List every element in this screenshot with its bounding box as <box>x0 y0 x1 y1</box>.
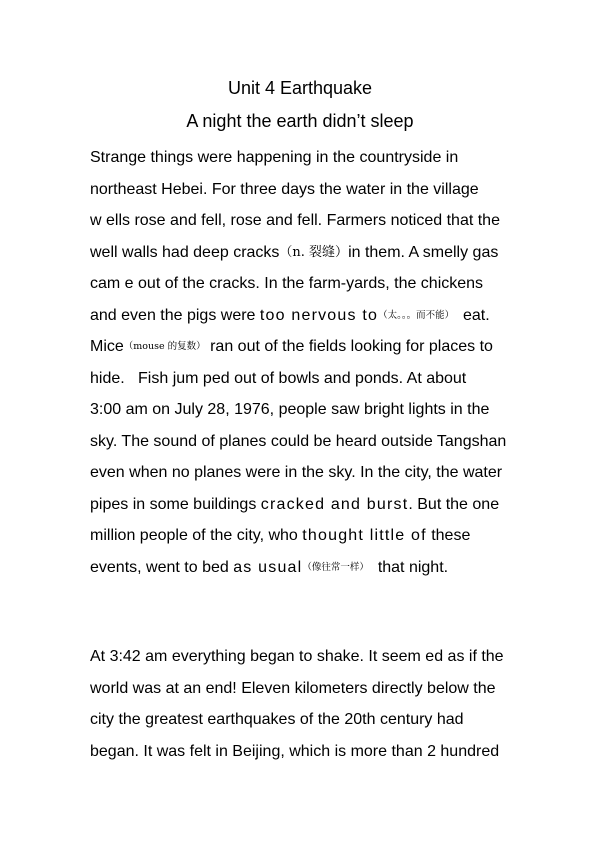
text-segment: million people of the city, who <box>90 527 303 544</box>
text-line <box>90 552 520 584</box>
text-line <box>90 489 520 521</box>
text-segment: Mice <box>90 338 124 355</box>
phrase-highlight: too nervous to <box>259 306 379 324</box>
text-line: At 3:42 am everything began to shake. It seem ed as if the <box>90 648 504 665</box>
gloss-note: （n. 裂缝） <box>279 244 349 260</box>
gloss-note: （太。。。而不能） <box>378 309 455 321</box>
text-line <box>90 300 520 332</box>
text-line: 3:00 am on July 28, 1976, people saw bright lights in the <box>90 401 490 418</box>
gloss-note: （mouse 的复数） <box>123 341 206 353</box>
text-segment: pipes in some buildings <box>90 495 261 513</box>
text-segment: ran out of the fields looking for places to <box>205 338 493 355</box>
text-line: cam e out of the cracks. In the farm-yards, the chickens <box>90 275 484 292</box>
text-line: city the greatest earthquakes of the 20th century had <box>90 711 464 728</box>
text-segment: eat. <box>454 306 490 324</box>
text-line: sky. The sound of planes could be heard outside Tangshan <box>90 432 507 450</box>
gloss-note: （像往常一样） <box>302 561 369 573</box>
paragraph-2 <box>90 641 520 767</box>
text-segment: events, went to bed <box>90 558 234 576</box>
text-line: Strange things were happening in the countryside in <box>90 149 459 166</box>
text-segment: in them. A smelly gas <box>348 243 499 261</box>
paragraph-1 <box>90 142 520 583</box>
text-line: even when no planes were in the sky. In the city, the water <box>90 464 503 481</box>
text-line: world was at an end! Eleven kilometers directly below the <box>90 679 496 697</box>
phrase-highlight: as usual <box>233 558 303 576</box>
text-line <box>90 331 520 363</box>
text-segment: and even the pigs were <box>90 306 260 324</box>
text-segment: . But the one <box>408 495 500 513</box>
text-line <box>90 237 520 269</box>
text-line <box>90 520 520 552</box>
text-segment: that night. <box>368 558 449 576</box>
phrase-highlight: thought little of <box>302 527 427 544</box>
text-line: hide. Fish jum ped out of bowls and ponds. At about <box>90 369 467 387</box>
lesson-title: A night the earth didn’t sleep <box>186 111 414 131</box>
phrase-highlight: cracked and burst <box>260 495 409 513</box>
text-segment: well walls had deep cracks <box>90 243 280 261</box>
unit-title: Unit 4 Earthquake <box>227 78 373 98</box>
text-line: began. It was felt in Beijing, which is more than 2 hundred <box>90 742 500 760</box>
text-segment: these <box>426 527 471 544</box>
text-line: w ells rose and fell, rose and fell. Farmers noticed that the <box>90 212 500 229</box>
text-line: northeast Hebei. For three days the water in the village <box>90 180 479 198</box>
